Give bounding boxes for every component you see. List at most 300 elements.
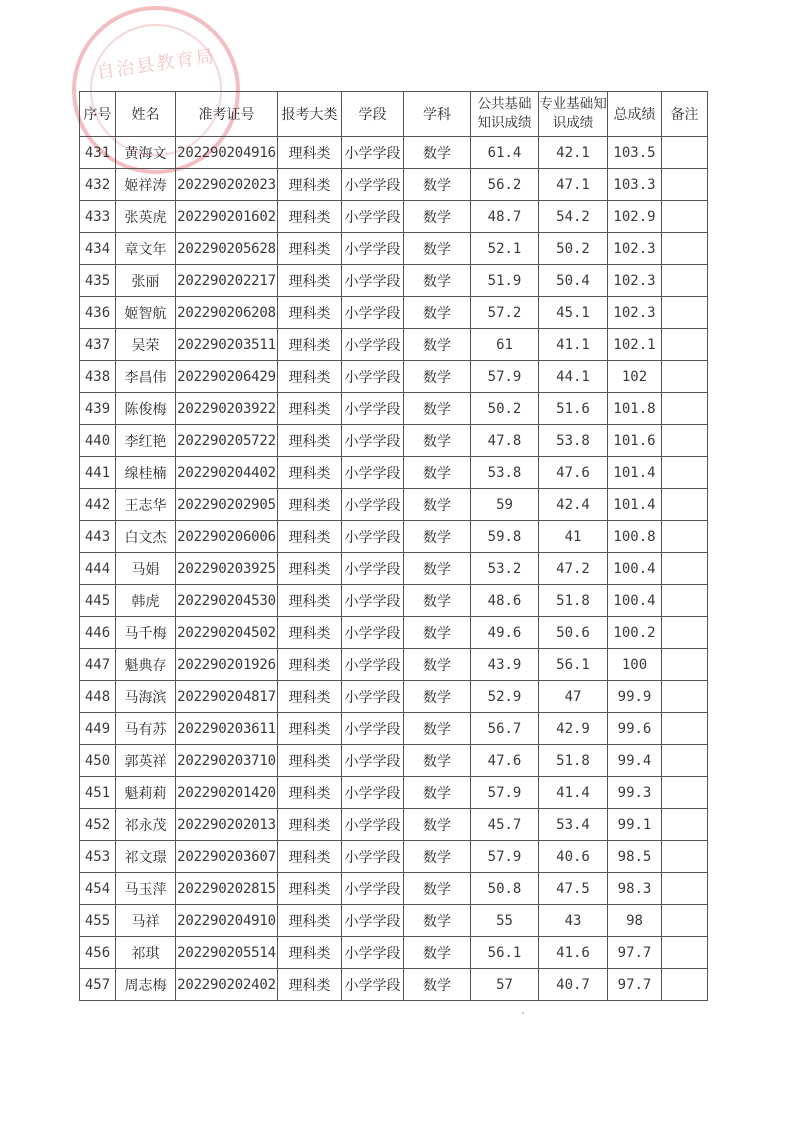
cell-index: 453: [80, 841, 116, 873]
cell-stage: 小学学段: [342, 905, 404, 937]
cell-professional-score: 51.8: [539, 585, 608, 617]
cell-subject: 数学: [404, 745, 471, 777]
cell-stage: 小学学段: [342, 233, 404, 265]
cell-name: 章文年: [116, 233, 176, 265]
cell-stage: 小学学段: [342, 937, 404, 969]
cell-professional-score: 50.6: [539, 617, 608, 649]
table-row: [80, 265, 708, 297]
cell-category: 理科类: [278, 649, 342, 681]
cell-professional-score: 47.6: [539, 457, 608, 489]
cell-index: 450: [80, 745, 116, 777]
cell-name: 祁文璟: [116, 841, 176, 873]
table-row: [80, 393, 708, 425]
cell-exam-id: 202290204402: [176, 457, 278, 489]
cell-name: 马祥: [116, 905, 176, 937]
cell-name: 缐桂楠: [116, 457, 176, 489]
cell-public-score: 56.7: [471, 713, 539, 745]
cell-exam-id: 202290202905: [176, 489, 278, 521]
cell-category: 理科类: [278, 713, 342, 745]
cell-name: 周志梅: [116, 969, 176, 1001]
cell-professional-score: 41: [539, 521, 608, 553]
cell-category: 理科类: [278, 873, 342, 905]
cell-exam-id: 202290202013: [176, 809, 278, 841]
cell-remarks: [662, 617, 708, 649]
cell-subject: 数学: [404, 617, 471, 649]
cell-professional-score: 50.2: [539, 233, 608, 265]
cell-remarks: [662, 713, 708, 745]
cell-remarks: [662, 361, 708, 393]
cell-index: 439: [80, 393, 116, 425]
cell-remarks: [662, 681, 708, 713]
cell-category: 理科类: [278, 329, 342, 361]
cell-stage: 小学学段: [342, 297, 404, 329]
cell-category: 理科类: [278, 681, 342, 713]
cell-subject: 数学: [404, 969, 471, 1001]
cell-index: 449: [80, 713, 116, 745]
cell-professional-score: 45.1: [539, 297, 608, 329]
cell-professional-score: 42.9: [539, 713, 608, 745]
cell-total-score: 102.3: [608, 233, 662, 265]
cell-category: 理科类: [278, 297, 342, 329]
cell-index: 448: [80, 681, 116, 713]
cell-name: 张英虎: [116, 201, 176, 233]
cell-professional-score: 51.6: [539, 393, 608, 425]
cell-name: 马海滨: [116, 681, 176, 713]
cell-name: 张丽: [116, 265, 176, 297]
cell-exam-id: 202290206429: [176, 361, 278, 393]
cell-name: 祁琪: [116, 937, 176, 969]
cell-public-score: 53.8: [471, 457, 539, 489]
cell-stage: 小学学段: [342, 649, 404, 681]
cell-remarks: [662, 329, 708, 361]
cell-total-score: 99.6: [608, 713, 662, 745]
cell-index: 444: [80, 553, 116, 585]
cell-professional-score: 50.4: [539, 265, 608, 297]
cell-public-score: 52.1: [471, 233, 539, 265]
cell-subject: 数学: [404, 233, 471, 265]
cell-exam-id: 202290204530: [176, 585, 278, 617]
cell-professional-score: 42.1: [539, 137, 608, 169]
cell-professional-score: 54.2: [539, 201, 608, 233]
cell-category: 理科类: [278, 361, 342, 393]
cell-category: 理科类: [278, 265, 342, 297]
cell-stage: 小学学段: [342, 137, 404, 169]
table-row: [80, 489, 708, 521]
cell-public-score: 50.2: [471, 393, 539, 425]
cell-professional-score: 47.2: [539, 553, 608, 585]
cell-subject: 数学: [404, 297, 471, 329]
cell-stage: 小学学段: [342, 457, 404, 489]
cell-professional-score: 47.1: [539, 169, 608, 201]
cell-total-score: 99.3: [608, 777, 662, 809]
cell-total-score: 100.8: [608, 521, 662, 553]
cell-exam-id: 202290202402: [176, 969, 278, 1001]
cell-subject: 数学: [404, 393, 471, 425]
score-table: [79, 91, 708, 1001]
cell-category: 理科类: [278, 809, 342, 841]
cell-category: 理科类: [278, 841, 342, 873]
cell-category: 理科类: [278, 969, 342, 1001]
header-remarks: 备注: [662, 92, 708, 137]
cell-total-score: 97.7: [608, 937, 662, 969]
cell-stage: 小学学段: [342, 681, 404, 713]
cell-stage: 小学学段: [342, 841, 404, 873]
cell-index: 433: [80, 201, 116, 233]
cell-professional-score: 53.8: [539, 425, 608, 457]
cell-remarks: [662, 969, 708, 1001]
cell-total-score: 98.5: [608, 841, 662, 873]
header-exam-id: 准考证号: [176, 92, 278, 137]
cell-index: 431: [80, 137, 116, 169]
cell-exam-id: 202290204817: [176, 681, 278, 713]
table-row: [80, 137, 708, 169]
cell-total-score: 97.7: [608, 969, 662, 1001]
cell-subject: 数学: [404, 649, 471, 681]
cell-public-score: 53.2: [471, 553, 539, 585]
scan-speck: [522, 1012, 524, 1014]
cell-total-score: 102: [608, 361, 662, 393]
cell-public-score: 56.2: [471, 169, 539, 201]
table-row: [80, 969, 708, 1001]
cell-subject: 数学: [404, 201, 471, 233]
cell-name: 李红艳: [116, 425, 176, 457]
cell-name: 马千梅: [116, 617, 176, 649]
cell-remarks: [662, 777, 708, 809]
cell-public-score: 49.6: [471, 617, 539, 649]
cell-name: 陈俊梅: [116, 393, 176, 425]
cell-category: 理科类: [278, 777, 342, 809]
cell-remarks: [662, 521, 708, 553]
table-row: [80, 329, 708, 361]
cell-remarks: [662, 937, 708, 969]
table-row: [80, 873, 708, 905]
cell-exam-id: 202290206006: [176, 521, 278, 553]
cell-public-score: 61: [471, 329, 539, 361]
cell-name: 王志华: [116, 489, 176, 521]
cell-stage: 小学学段: [342, 489, 404, 521]
cell-exam-id: 202290204910: [176, 905, 278, 937]
seal-text: 自治县教育局: [95, 45, 218, 84]
cell-remarks: [662, 297, 708, 329]
cell-professional-score: 51.8: [539, 745, 608, 777]
cell-total-score: 100.2: [608, 617, 662, 649]
cell-remarks: [662, 457, 708, 489]
cell-remarks: [662, 265, 708, 297]
cell-total-score: 98.3: [608, 873, 662, 905]
cell-public-score: 59: [471, 489, 539, 521]
cell-public-score: 47.8: [471, 425, 539, 457]
cell-exam-id: 202290202815: [176, 873, 278, 905]
cell-stage: 小学学段: [342, 713, 404, 745]
cell-exam-id: 202290203710: [176, 745, 278, 777]
cell-subject: 数学: [404, 681, 471, 713]
cell-remarks: [662, 393, 708, 425]
header-total-score: 总成绩: [608, 92, 662, 137]
cell-index: 456: [80, 937, 116, 969]
table-row: [80, 937, 708, 969]
cell-remarks: [662, 201, 708, 233]
cell-total-score: 99.4: [608, 745, 662, 777]
cell-public-score: 45.7: [471, 809, 539, 841]
cell-remarks: [662, 809, 708, 841]
cell-remarks: [662, 585, 708, 617]
cell-name: 姬祥涛: [116, 169, 176, 201]
cell-name: 郭英祥: [116, 745, 176, 777]
cell-stage: 小学学段: [342, 201, 404, 233]
cell-name: 祁永茂: [116, 809, 176, 841]
cell-exam-id: 202290205628: [176, 233, 278, 265]
cell-subject: 数学: [404, 713, 471, 745]
cell-exam-id: 202290202217: [176, 265, 278, 297]
cell-total-score: 100.4: [608, 585, 662, 617]
cell-total-score: 102.3: [608, 265, 662, 297]
cell-public-score: 43.9: [471, 649, 539, 681]
cell-stage: 小学学段: [342, 585, 404, 617]
cell-category: 理科类: [278, 201, 342, 233]
table-row: [80, 745, 708, 777]
cell-total-score: 101.8: [608, 393, 662, 425]
cell-name: 马玉萍: [116, 873, 176, 905]
cell-subject: 数学: [404, 905, 471, 937]
cell-exam-id: 202290201926: [176, 649, 278, 681]
cell-professional-score: 40.7: [539, 969, 608, 1001]
cell-index: 436: [80, 297, 116, 329]
cell-index: 455: [80, 905, 116, 937]
cell-subject: 数学: [404, 265, 471, 297]
cell-name: 马娟: [116, 553, 176, 585]
cell-category: 理科类: [278, 457, 342, 489]
cell-name: 李昌伟: [116, 361, 176, 393]
table-row: [80, 553, 708, 585]
header-category: 报考大类: [278, 92, 342, 137]
table-row: [80, 681, 708, 713]
cell-stage: 小学学段: [342, 809, 404, 841]
cell-public-score: 57: [471, 969, 539, 1001]
cell-professional-score: 41.4: [539, 777, 608, 809]
cell-remarks: [662, 905, 708, 937]
cell-stage: 小学学段: [342, 425, 404, 457]
cell-exam-id: 202290205722: [176, 425, 278, 457]
cell-category: 理科类: [278, 137, 342, 169]
header-public-score: 公共基础知识成绩: [471, 92, 539, 137]
cell-category: 理科类: [278, 617, 342, 649]
cell-stage: 小学学段: [342, 969, 404, 1001]
cell-public-score: 48.7: [471, 201, 539, 233]
cell-name: 黄海文: [116, 137, 176, 169]
header-subject: 学科: [404, 92, 471, 137]
cell-public-score: 61.4: [471, 137, 539, 169]
cell-remarks: [662, 489, 708, 521]
cell-exam-id: 202290201420: [176, 777, 278, 809]
table-row: [80, 425, 708, 457]
cell-stage: 小学学段: [342, 745, 404, 777]
cell-remarks: [662, 137, 708, 169]
cell-public-score: 50.8: [471, 873, 539, 905]
table-row: [80, 201, 708, 233]
cell-professional-score: 47.5: [539, 873, 608, 905]
cell-total-score: 101.6: [608, 425, 662, 457]
cell-category: 理科类: [278, 905, 342, 937]
cell-index: 432: [80, 169, 116, 201]
cell-professional-score: 40.6: [539, 841, 608, 873]
cell-public-score: 52.9: [471, 681, 539, 713]
cell-name: 姬智航: [116, 297, 176, 329]
cell-stage: 小学学段: [342, 265, 404, 297]
cell-subject: 数学: [404, 489, 471, 521]
cell-index: 446: [80, 617, 116, 649]
cell-index: 457: [80, 969, 116, 1001]
cell-professional-score: 41.1: [539, 329, 608, 361]
cell-subject: 数学: [404, 521, 471, 553]
cell-index: 437: [80, 329, 116, 361]
cell-category: 理科类: [278, 553, 342, 585]
cell-index: 441: [80, 457, 116, 489]
header-index: 序号: [80, 92, 116, 137]
cell-total-score: 100: [608, 649, 662, 681]
table-row: [80, 905, 708, 937]
cell-public-score: 55: [471, 905, 539, 937]
cell-remarks: [662, 745, 708, 777]
cell-name: 韩虎: [116, 585, 176, 617]
cell-remarks: [662, 873, 708, 905]
cell-professional-score: 43: [539, 905, 608, 937]
cell-professional-score: 44.1: [539, 361, 608, 393]
header-professional-score: 专业基础知识成绩: [539, 92, 608, 137]
header-stage: 学段: [342, 92, 404, 137]
cell-total-score: 98: [608, 905, 662, 937]
table-row: [80, 809, 708, 841]
cell-category: 理科类: [278, 425, 342, 457]
cell-exam-id: 202290201602: [176, 201, 278, 233]
cell-exam-id: 202290206208: [176, 297, 278, 329]
cell-stage: 小学学段: [342, 169, 404, 201]
cell-category: 理科类: [278, 169, 342, 201]
cell-subject: 数学: [404, 457, 471, 489]
cell-public-score: 57.9: [471, 777, 539, 809]
cell-professional-score: 41.6: [539, 937, 608, 969]
cell-stage: 小学学段: [342, 873, 404, 905]
cell-remarks: [662, 233, 708, 265]
cell-exam-id: 202290203922: [176, 393, 278, 425]
cell-total-score: 99.9: [608, 681, 662, 713]
cell-total-score: 102.1: [608, 329, 662, 361]
cell-total-score: 103.5: [608, 137, 662, 169]
cell-category: 理科类: [278, 745, 342, 777]
cell-exam-id: 202290204916: [176, 137, 278, 169]
cell-index: 447: [80, 649, 116, 681]
cell-exam-id: 202290202023: [176, 169, 278, 201]
cell-index: 438: [80, 361, 116, 393]
cell-category: 理科类: [278, 393, 342, 425]
cell-index: 452: [80, 809, 116, 841]
table-row: [80, 169, 708, 201]
cell-total-score: 101.4: [608, 457, 662, 489]
table-row: [80, 233, 708, 265]
cell-remarks: [662, 553, 708, 585]
cell-stage: 小学学段: [342, 553, 404, 585]
cell-subject: 数学: [404, 169, 471, 201]
header-name: 姓名: [116, 92, 176, 137]
cell-index: 445: [80, 585, 116, 617]
cell-subject: 数学: [404, 841, 471, 873]
cell-professional-score: 53.4: [539, 809, 608, 841]
cell-category: 理科类: [278, 521, 342, 553]
cell-total-score: 99.1: [608, 809, 662, 841]
cell-name: 白文杰: [116, 521, 176, 553]
cell-name: 马有苏: [116, 713, 176, 745]
cell-public-score: 57.9: [471, 841, 539, 873]
cell-professional-score: 47: [539, 681, 608, 713]
cell-public-score: 57.9: [471, 361, 539, 393]
cell-total-score: 102.9: [608, 201, 662, 233]
cell-public-score: 47.6: [471, 745, 539, 777]
cell-remarks: [662, 425, 708, 457]
cell-index: 443: [80, 521, 116, 553]
cell-total-score: 102.3: [608, 297, 662, 329]
cell-professional-score: 56.1: [539, 649, 608, 681]
cell-professional-score: 42.4: [539, 489, 608, 521]
cell-public-score: 56.1: [471, 937, 539, 969]
table-row: [80, 841, 708, 873]
table-row: [80, 457, 708, 489]
cell-stage: 小学学段: [342, 393, 404, 425]
cell-public-score: 57.2: [471, 297, 539, 329]
cell-subject: 数学: [404, 873, 471, 905]
cell-public-score: 59.8: [471, 521, 539, 553]
cell-stage: 小学学段: [342, 617, 404, 649]
cell-stage: 小学学段: [342, 521, 404, 553]
cell-public-score: 51.9: [471, 265, 539, 297]
cell-subject: 数学: [404, 809, 471, 841]
cell-name: 魁莉莉: [116, 777, 176, 809]
cell-exam-id: 202290204502: [176, 617, 278, 649]
table-row: [80, 617, 708, 649]
header-row: [80, 92, 708, 137]
cell-total-score: 103.3: [608, 169, 662, 201]
cell-index: 451: [80, 777, 116, 809]
cell-exam-id: 202290203607: [176, 841, 278, 873]
table-row: [80, 585, 708, 617]
cell-public-score: 48.6: [471, 585, 539, 617]
table-row: [80, 713, 708, 745]
table-row: [80, 361, 708, 393]
cell-subject: 数学: [404, 937, 471, 969]
cell-subject: 数学: [404, 777, 471, 809]
cell-remarks: [662, 169, 708, 201]
cell-category: 理科类: [278, 489, 342, 521]
cell-subject: 数学: [404, 425, 471, 457]
cell-remarks: [662, 649, 708, 681]
cell-category: 理科类: [278, 585, 342, 617]
cell-stage: 小学学段: [342, 329, 404, 361]
table-row: [80, 649, 708, 681]
cell-exam-id: 202290203611: [176, 713, 278, 745]
cell-index: 442: [80, 489, 116, 521]
table-row: [80, 777, 708, 809]
cell-stage: 小学学段: [342, 361, 404, 393]
table-row: [80, 521, 708, 553]
cell-category: 理科类: [278, 233, 342, 265]
cell-subject: 数学: [404, 585, 471, 617]
cell-exam-id: 202290205514: [176, 937, 278, 969]
cell-index: 454: [80, 873, 116, 905]
cell-stage: 小学学段: [342, 777, 404, 809]
cell-name: 吴荣: [116, 329, 176, 361]
cell-remarks: [662, 841, 708, 873]
cell-index: 434: [80, 233, 116, 265]
cell-index: 440: [80, 425, 116, 457]
table-row: [80, 297, 708, 329]
